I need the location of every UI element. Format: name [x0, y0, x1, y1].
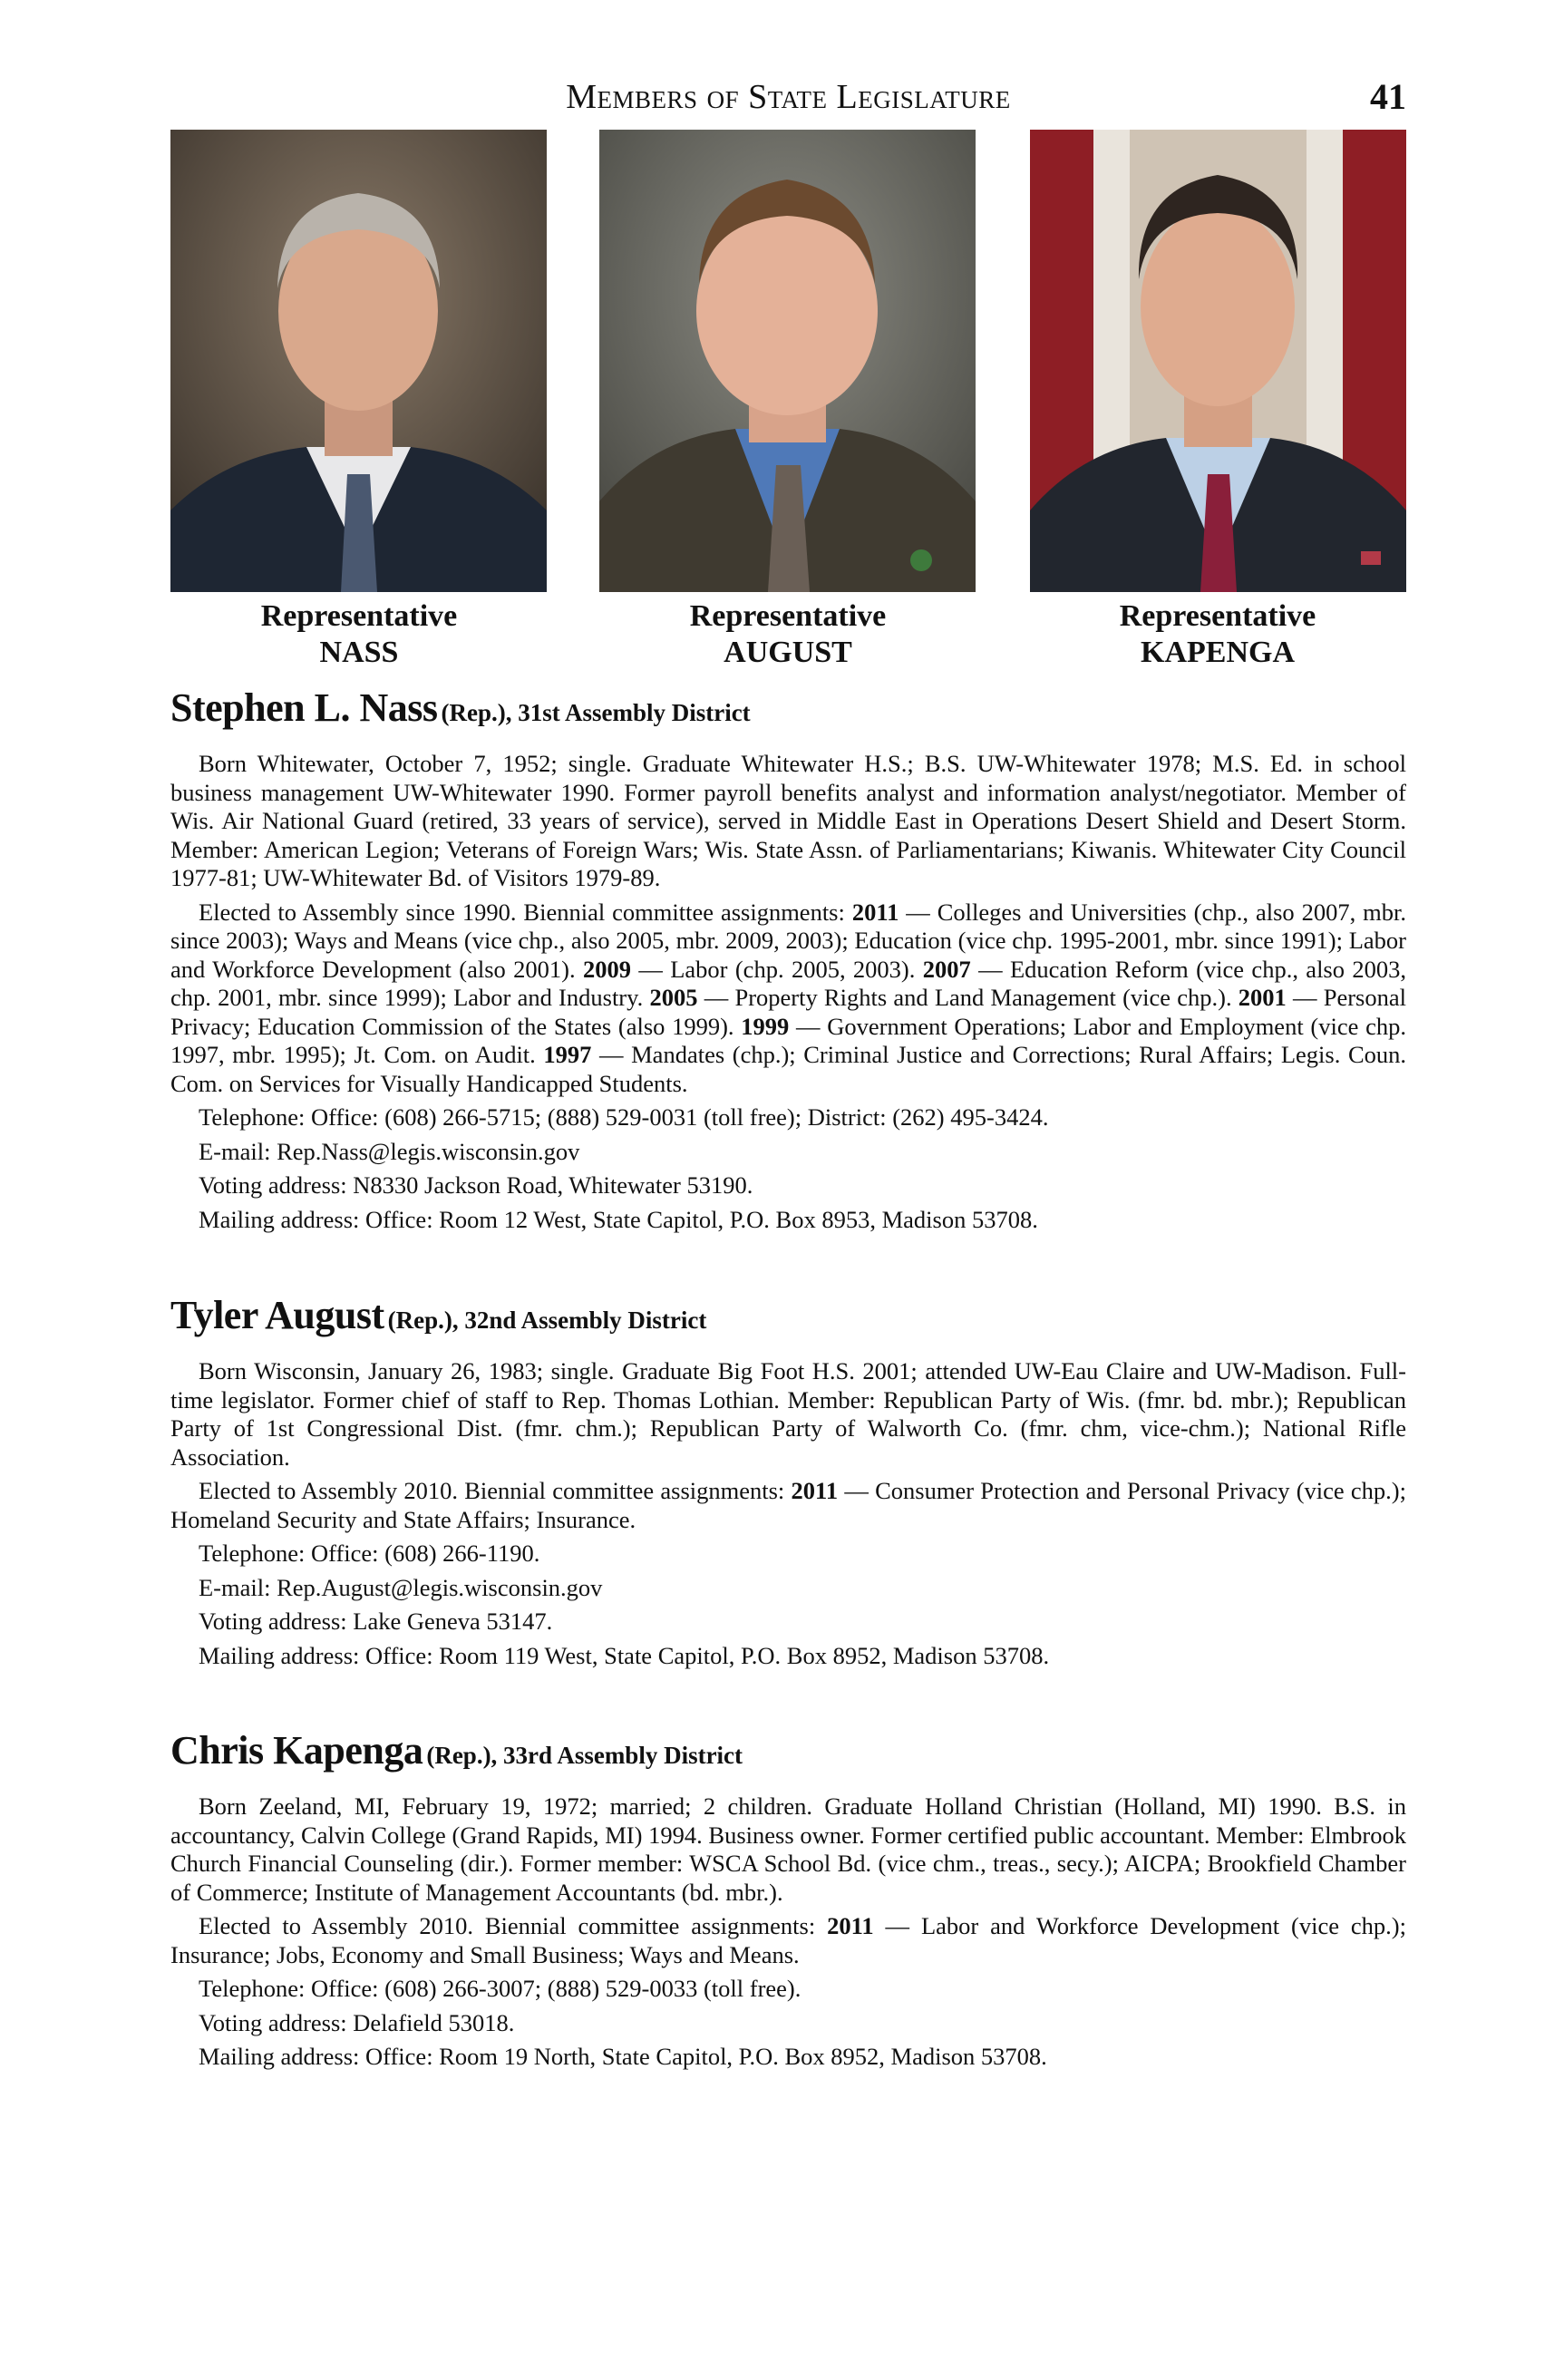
assignment-text: — Property Rights and Land Management (vice chp.). — [697, 984, 1239, 1011]
bio-heading — [170, 1292, 1406, 1348]
portrait-photo-icon — [1030, 130, 1406, 592]
caption-title: Representative — [1119, 599, 1316, 633]
bio-name: Tyler August — [170, 1293, 384, 1337]
bio-name: Stephen L. Nass — [170, 685, 438, 730]
bio-email: E-mail: Rep.August@legis.wisconsin.gov — [199, 1573, 603, 1601]
portrait-august — [599, 130, 976, 592]
bio-voting-address: Voting address: Delafield 53018. — [199, 2008, 515, 2036]
caption-title: Representative — [260, 599, 458, 633]
bio-kapenga — [170, 1727, 1406, 2077]
bio-mailing-address: Mailing address: Office: Room 19 North, State Capitol, P.O. Box 8952, Madison 53708. — [199, 2043, 1047, 2070]
caption-surname: KAPENGA — [1141, 636, 1295, 669]
caption-nass — [146, 598, 572, 671]
running-title: Members of State Legislature — [566, 78, 1011, 116]
caption-kapenga — [1005, 598, 1431, 671]
bio-nass — [170, 685, 1406, 1239]
assignment-year: 2007 — [922, 955, 971, 983]
assignment-text: — Labor and Workforce Development (vice chp.); Insurance; Jobs, Economy and Small Business; Ways and Means. — [170, 1912, 1406, 1968]
assignment-text: — Government Operations; Labor and Employment (vice chp. 1997, mbr. 1995); Jt. Com. on Audit. — [170, 1012, 1406, 1068]
page-number: 41 — [1370, 76, 1406, 117]
assignment-text: — Mandates (chp.); Criminal Justice and Corrections; Rural Affairs; Legis. Coun. Com. on Services for Visually Handicapped Students. — [170, 1041, 1406, 1097]
caption-surname: AUGUST — [724, 636, 852, 669]
assignment-text: — Colleges and Universities (chp., also 2007, mbr. since 2003); Ways and Means (vice chp., also 2005, mbr. 2009, 2003); Education (vice chp. 1995-2001, mbr. since 1991); Labor and Workforce Development (also 2001). — [170, 898, 1406, 983]
assignment-year: 2001 — [1238, 984, 1287, 1011]
bio-heading — [170, 1727, 1406, 1783]
bio-elected — [170, 899, 1406, 1099]
assignment-year: 2011 — [827, 1912, 874, 1939]
assignment-text: — Labor (chp. 2005, 2003). — [630, 955, 923, 983]
assignment-year: 2011 — [791, 1477, 839, 1504]
portrait-nass — [170, 130, 547, 592]
assignment-year: 1997 — [543, 1041, 592, 1068]
bio-mailing-address: Mailing address: Office: Room 119 West, State Capitol, P.O. Box 8952, Madison 53708. — [199, 1641, 1050, 1669]
portrait-photo-icon — [599, 130, 976, 592]
portrait-photo-icon — [170, 130, 547, 592]
caption-august — [575, 598, 1001, 671]
bio-district: (Rep.), 31st Assembly District — [441, 699, 751, 726]
assignment-year: 2005 — [649, 984, 698, 1011]
assignment-year: 2011 — [851, 898, 899, 926]
portrait-kapenga — [1030, 130, 1406, 592]
bio-heading — [170, 685, 1406, 741]
bio-telephone: Telephone: Office: (608) 266-1190. — [199, 1540, 540, 1567]
bio-email: E-mail: Rep.Nass@legis.wisconsin.gov — [199, 1137, 580, 1165]
bio-august — [170, 1292, 1406, 1676]
portrait-captions — [170, 598, 1406, 671]
bio-name: Chris Kapenga — [170, 1728, 423, 1773]
portrait-row — [170, 130, 1406, 592]
bio-elected — [170, 1912, 1406, 1969]
assignment-text: Elected to Assembly 2010. Biennial committee assignments: — [199, 1477, 792, 1504]
bio-telephone: Telephone: Office: (608) 266-3007; (888) 529-0033 (toll free). — [199, 1975, 801, 2002]
bio-district: (Rep.), 33rd Assembly District — [426, 1742, 743, 1769]
bio-born: Born Whitewater, October 7, 1952; single. Graduate Whitewater H.S.; B.S. UW-Whitewater 1978; M.S. Ed. in school business management UW-Whitewater 1990. Former payroll benefits analyst and information analyst/negotiator. Member of Wis. Air National Guard (retired, 33 years of service), served in Middle East in Operations Desert Shield and Desert Storm. Member: American Legion; Veterans of Foreign Wars; Wis. State Assn. of Parliamentarians; Kiwanis. Whitewater City Council 1977-81; UW-Whitewater Bd. of Visitors 1979-89. — [170, 750, 1406, 891]
assignment-text: — Consumer Protection and Personal Privacy (vice chp.); Homeland Security and State Affairs; Insurance. — [170, 1477, 1406, 1533]
bio-born: Born Wisconsin, January 26, 1983; single. Graduate Big Foot H.S. 2001; attended UW-Eau Claire and UW-Madison. Full-time legislator. Former chief of staff to Rep. Thomas Lothian. Member: Republican Party of Wis. (fmr. bd. mbr.); Republican Party of 1st Congressional Dist. (fmr. chm.); Republican Party of Walworth Co. (fmr. chm, vice-chm.); National Rifle Association. — [170, 1357, 1406, 1471]
assignment-text: — Personal Privacy; Education Commission of the States (also 1999). — [170, 984, 1406, 1040]
assignment-year: 2009 — [582, 955, 631, 983]
bio-mailing-address: Mailing address: Office: Room 12 West, State Capitol, P.O. Box 8953, Madison 53708. — [199, 1205, 1038, 1233]
assignment-text: Elected to Assembly 2010. Biennial committee assignments: — [199, 1912, 828, 1939]
bio-born: Born Zeeland, MI, February 19, 1972; married; 2 children. Graduate Holland Christian (Holland, MI) 1990. B.S. in accountancy, Calvin College (Grand Rapids, MI) 1994. Business owner. Former certified public accountant. Member: Elmbrook Church Financial Counseling (dir.). Former member: WSCA School Bd. (vice chm., treas., secy.); AICPA; Brookfield Chamber of Commerce; Institute of Management Accountants (bd. mbr.). — [170, 1792, 1406, 1906]
assignment-text: — Education Reform (vice chp., also 2003, chp. 2001, mbr. since 1999); Labor and Industry. — [170, 955, 1406, 1011]
bio-telephone: Telephone: Office: (608) 266-5715; (888) 529-0031 (toll free); District: (262) 495-3424. — [199, 1103, 1049, 1131]
caption-title: Representative — [689, 599, 887, 633]
bio-voting-address: Voting address: Lake Geneva 53147. — [199, 1608, 553, 1635]
assignment-text: Elected to Assembly since 1990. Biennial committee assignments: — [199, 898, 852, 926]
page-header — [170, 77, 1406, 122]
bio-district: (Rep.), 32nd Assembly District — [387, 1307, 707, 1334]
caption-surname: NASS — [319, 636, 399, 669]
bio-elected — [170, 1477, 1406, 1534]
bio-voting-address: Voting address: N8330 Jackson Road, Whitewater 53190. — [199, 1171, 753, 1199]
assignment-year: 1999 — [741, 1012, 790, 1040]
